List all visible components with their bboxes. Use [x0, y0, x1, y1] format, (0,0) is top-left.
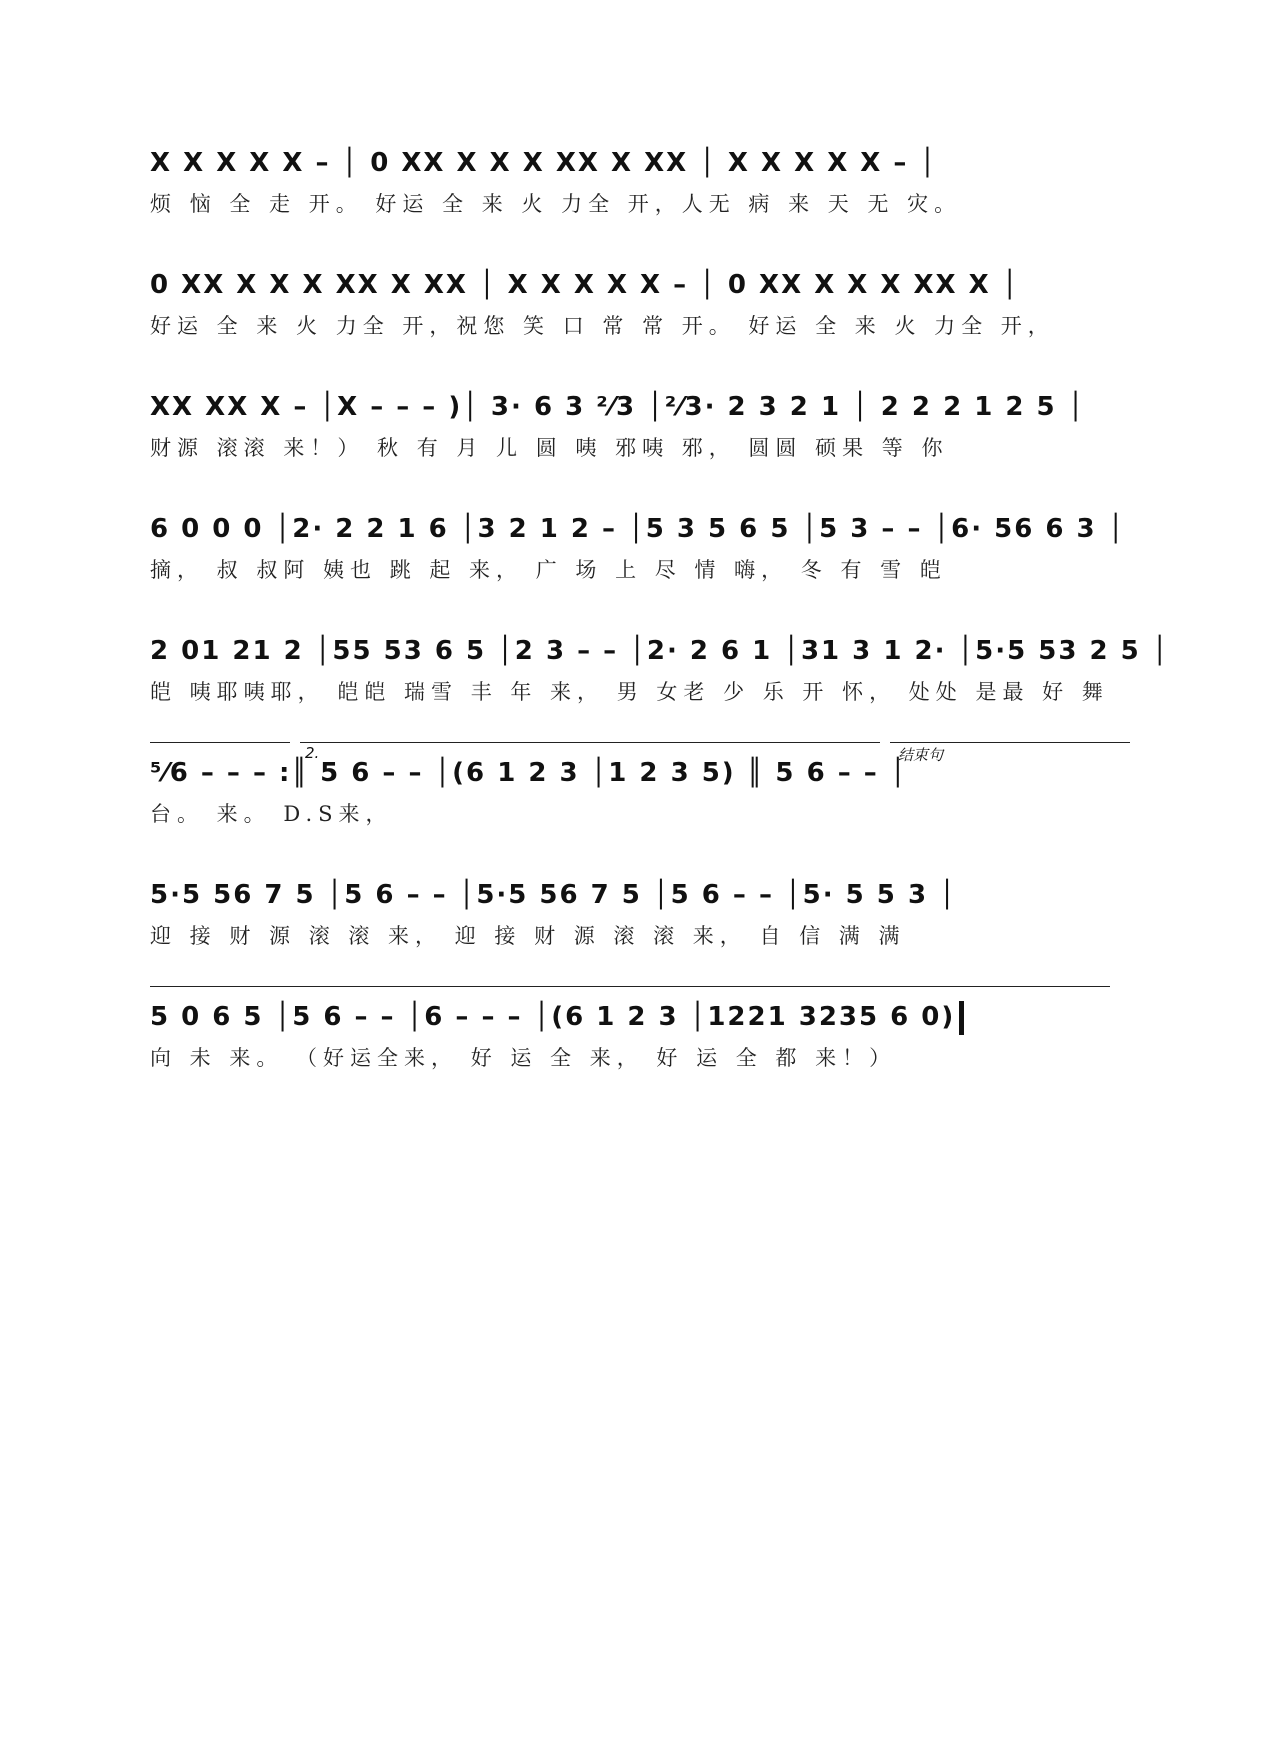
notation-line: X X X X X – │ 0 XX X X X XX X XX │ X X X X X – │	[150, 148, 938, 178]
lyrics-line: 财源 滚滚 来！） 秋 有 月 儿 圆 咦 邪咦 邪， 圆圆 硕果 等 你	[150, 436, 949, 460]
lyrics-line: 迎 接 财 源 滚 滚 来， 迎 接 财 源 滚 滚 来， 自 信 满 满	[150, 924, 906, 948]
notation-line: 2 01 21 2 │55 53 6 5 │2 3 – – │2· 2 6 1 │31 3 1 2· │5·5 53 2 5 │	[150, 636, 1170, 666]
final-barline	[959, 1001, 964, 1035]
volta-line	[150, 742, 290, 743]
top-rule	[150, 986, 1110, 987]
score-sheet	[150, 140, 1170, 1076]
notation-line: XX XX X – │X – – – )│ 3· 6 3 ²⁄3 │²⁄3· 2 3 2 1 │ 2 2 2 1 2 5 │	[150, 392, 1086, 422]
notation-line: 0 XX X X X XX X XX │ X X X X X – │ 0 XX X X X XX X │	[150, 270, 1020, 300]
system-2	[150, 262, 1130, 344]
lyrics-line: 台。 来。 D.S来，	[150, 802, 393, 826]
system-5	[150, 628, 1170, 710]
lyrics-line: 好运 全 来 火 力全 开，祝您 笑 口 常 常 开。 好运 全 来 火 力全 开，	[150, 314, 1055, 338]
lyrics-line: 摘， 叔 叔阿 姨也 跳 起 来， 广 场 上 尽 情 嗨， 冬 有 雪 皑	[150, 558, 947, 582]
ending-line	[890, 742, 1130, 743]
lyrics-line: 烦 恼 全 走 开。 好运 全 来 火 力全 开，人无 病 来 天 无 灾。	[150, 192, 962, 216]
volta-2-label: 2.	[305, 744, 320, 762]
volta-line	[300, 742, 880, 743]
notation-line: 6 0 0 0 │2· 2 2 1 6 │3 2 1 2 – │5 3 5 6 5 │5 3 – – │6· 56 6 3 │	[150, 514, 1126, 544]
lyrics-line: 向 未 来。 （好运全来， 好 运 全 来， 好 运 全 都 来！）	[150, 1046, 897, 1070]
ending-label: 结束句	[898, 746, 944, 764]
system-6	[150, 744, 1130, 832]
notation-line: ⁵⁄6 – – – :║ 5 6 – – │(6 1 2 3 │1 2 3 5) ║ 5 6 – – │	[150, 758, 908, 788]
notation-line: 5·5 56 7 5 │5 6 – – │5·5 56 7 5 │5 6 – – │5· 5 5 3 │	[150, 880, 957, 910]
lyrics-line: 皑 咦耶咦耶， 皑皑 瑞雪 丰 年 来， 男 女老 少 乐 开 怀， 处处 是最 好 舞	[150, 680, 1109, 704]
system-3	[150, 384, 1130, 466]
system-4	[150, 506, 1130, 588]
notation-line	[150, 994, 1130, 1040]
system-1	[150, 140, 1130, 222]
notation-text: 5 0 6 5 │5 6 – – │6 – – – │(6 1 2 3 │1221 3235 6 0)	[150, 1002, 956, 1032]
system-7	[150, 872, 1130, 954]
system-8	[150, 994, 1130, 1076]
